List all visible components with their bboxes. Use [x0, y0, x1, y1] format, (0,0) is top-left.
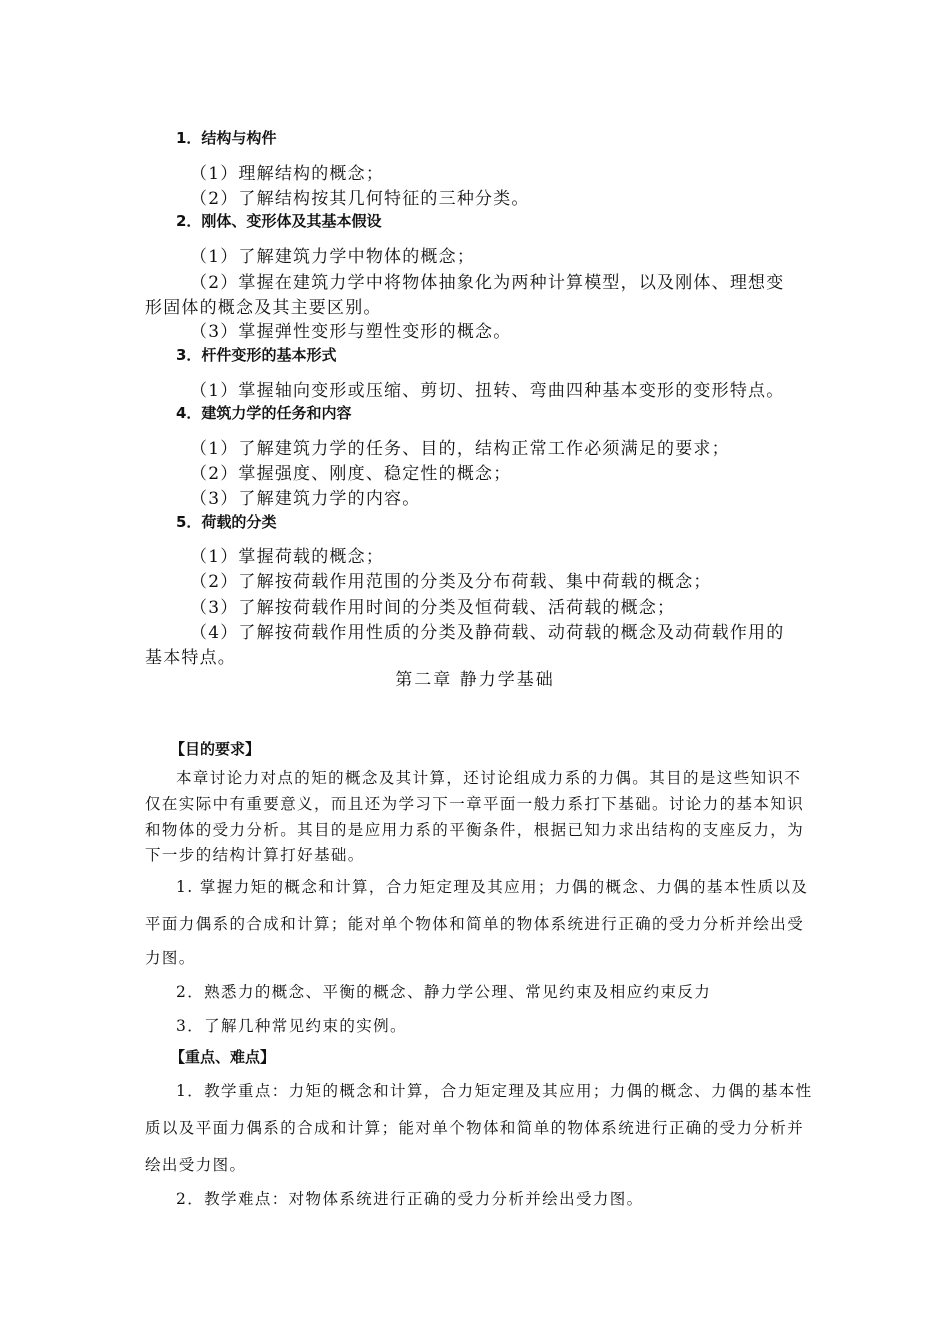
list-item: （1）掌握轴向变形或压缩、剪切、扭转、弯曲四种基本变形的变形特点。 — [190, 381, 785, 401]
list-item: （1）了解建筑力学中物体的概念； — [190, 247, 476, 267]
list-item: （3）掌握弹性变形与塑性变形的概念。 — [190, 322, 512, 342]
paragraph-line: 下一步的结构计算打好基础。 — [145, 846, 365, 864]
section-heading-deformation: 3．杆件变形的基本形式 — [176, 346, 337, 364]
objective-item: 3．了解几种常见约束的实例。 — [176, 1017, 407, 1035]
list-item: （1）理解结构的概念； — [190, 164, 385, 184]
list-item: （3）了解建筑力学的内容。 — [190, 489, 421, 509]
list-item: （2）了解结构按其几何特征的三种分类。 — [190, 189, 530, 209]
objectives-heading: 【目的要求】 — [170, 740, 261, 758]
list-item: （2）掌握在建筑力学中将物体抽象化为两种计算模型，以及刚体、理想变 — [190, 273, 785, 293]
list-item: （1）了解建筑力学的任务、目的，结构正常工作必须满足的要求； — [190, 439, 730, 459]
list-item: （2）掌握强度、刚度、稳定性的概念； — [190, 464, 512, 484]
chapter-title: 第二章 静力学基础 — [395, 670, 555, 690]
objective-item: 2．熟悉力的概念、平衡的概念、静力学公理、常见约束及相应约束反力 — [176, 983, 712, 1001]
paragraph-line: 仅在实际中有重要意义，而且还为学习下一章平面一般力系打下基础。讨论力的基本知识 — [145, 795, 805, 813]
list-item-continuation: 形固体的概念及其主要区别。 — [145, 298, 382, 318]
keypoint-item: 1．教学重点：力矩的概念和计算，合力矩定理及其应用；力偶的概念、力偶的基本性 — [176, 1082, 813, 1100]
list-item: （1）掌握荷载的概念； — [190, 547, 385, 567]
paragraph-line: 和物体的受力分析。其目的是应用力系的平衡条件，根据已知力求出结构的支座反力，为 — [145, 821, 805, 839]
objective-item: 1. 掌握力矩的概念和计算，合力矩定理及其应用；力偶的概念、力偶的基本性质以及 — [176, 878, 809, 896]
objective-item-continuation: 力图。 — [145, 949, 196, 967]
list-item-continuation: 基本特点。 — [145, 648, 236, 668]
section-heading-rigid-body: 2．刚体、变形体及其基本假设 — [176, 212, 382, 230]
list-item: （3）了解按荷载作用时间的分类及恒荷载、活荷载的概念； — [190, 598, 676, 618]
keypoint-item-continuation: 绘出受力图。 — [145, 1156, 247, 1174]
section-heading-loads: 5．荷载的分类 — [176, 513, 277, 531]
section-heading-tasks: 4．建筑力学的任务和内容 — [176, 404, 352, 422]
keypoint-item-continuation: 质以及平面力偶系的合成和计算；能对单个物体和简单的物体系统进行正确的受力分析并 — [145, 1119, 805, 1137]
paragraph-line: 本章讨论力对点的矩的概念及其计算，还讨论组成力系的力偶。其目的是这些知识不 — [176, 769, 802, 787]
section-heading-structure: 1．结构与构件 — [176, 129, 277, 147]
list-item: （4）了解按荷载作用性质的分类及静荷载、动荷载的概念及动荷载作用的 — [190, 623, 785, 643]
keypoints-heading: 【重点、难点】 — [170, 1048, 276, 1066]
objective-item-continuation: 平面力偶系的合成和计算；能对单个物体和简单的物体系统进行正确的受力分析并绘出受 — [145, 915, 805, 933]
keypoint-item: 2．教学难点：对物体系统进行正确的受力分析并绘出受力图。 — [176, 1190, 644, 1208]
list-item: （2）了解按荷载作用范围的分类及分布荷载、集中荷载的概念； — [190, 572, 712, 592]
